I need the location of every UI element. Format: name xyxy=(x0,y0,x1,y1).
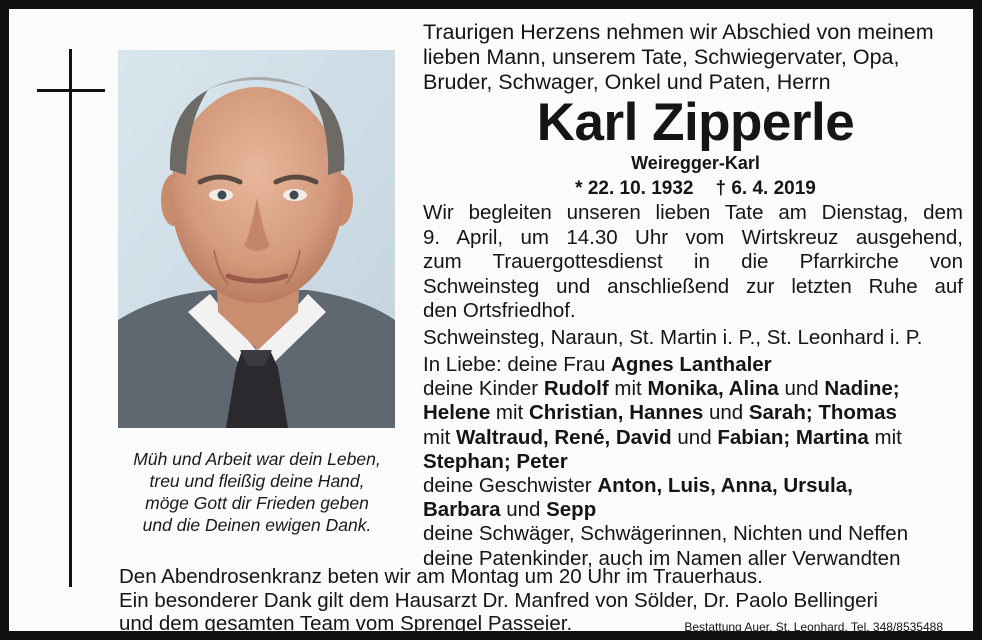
funeral-line: Schweinsteg und anschließend zur letzten Ruhe auf xyxy=(423,274,963,298)
mourner-text: deine Geschwister xyxy=(423,474,598,498)
mourner-text: deine Schwäger, Schwägerinnen, Nichten und Neffen xyxy=(423,522,909,546)
intro-line: lieben Mann, unserem Tate, Schwiegervater, Opa, xyxy=(423,45,900,69)
mourner-name: Waltraud, René, David xyxy=(456,425,672,449)
mourner-text: mit xyxy=(490,401,529,425)
mourner-text: deine Patenkinder, auch im Namen aller Verwandten xyxy=(423,546,901,570)
mourner-name: Barbara xyxy=(423,498,501,522)
funeral-line: den Ortsfriedhof. xyxy=(423,299,576,322)
deceased-name: Karl Zipperle xyxy=(536,93,855,152)
mourner-line xyxy=(423,377,968,401)
deceased-nickname: Weiregger-Karl xyxy=(631,153,760,173)
memorial-poem xyxy=(109,448,405,536)
mourner-line xyxy=(423,426,968,450)
funeral-line: 9. April, um 14.30 Uhr vom Wirtskreuz ausgehend, xyxy=(423,225,963,249)
mourner-name: Agnes Lanthaler xyxy=(611,353,772,376)
mourner-text: deine Kinder xyxy=(423,377,544,401)
places-line: Schweinsteg, Naraun, St. Martin i. P., St. Leonhard i. P. xyxy=(423,326,923,349)
cross-horizontal-bar xyxy=(37,89,105,92)
mourner-line xyxy=(423,522,968,546)
closing-line: und dem gesamten Team vom Sprengel Passeier. xyxy=(119,612,573,635)
mourner-text: mit xyxy=(608,377,648,401)
mourner-name: Monika, Alina xyxy=(647,377,779,401)
poem-line: Müh und Arbeit war dein Leben, xyxy=(133,449,381,469)
mourner-name: Nadine; xyxy=(824,377,900,401)
intro-line: Bruder, Schwager, Onkel und Paten, Herrn xyxy=(423,70,831,94)
mourner-line xyxy=(423,498,968,522)
mourner-line xyxy=(423,401,968,425)
poem-line: möge Gott dir Frieden geben xyxy=(145,493,369,513)
intro-line: Traurigen Herzens nehmen wir Abschied von meinem xyxy=(423,20,934,44)
closing-line: Ein besonderer Dank gilt dem Hausarzt Dr. Manfred von Sölder, Dr. Paolo Bellingeri xyxy=(119,588,878,612)
mourner-text: und xyxy=(671,425,718,449)
mourner-name: Anton, Luis, Anna, Ursula, xyxy=(597,474,853,498)
mourner-text: mit xyxy=(868,425,902,449)
cross-vertical-bar xyxy=(69,49,72,587)
death-date: † 6. 4. 2019 xyxy=(715,178,816,199)
mourner-text: mit xyxy=(423,425,457,449)
mourner-name: Christian, Hannes xyxy=(528,401,704,425)
mourner-line xyxy=(423,353,968,377)
mourner-line xyxy=(423,474,968,498)
mourner-name: Stephan; Peter xyxy=(423,449,568,473)
mourner-text: und xyxy=(500,498,547,522)
intro-text xyxy=(423,20,968,95)
funeral-announcement xyxy=(423,201,963,324)
closing-line: Den Abendrosenkranz beten wir am Montag um 20 Uhr im Trauerhaus. xyxy=(119,565,763,588)
undertaker-credit: Bestattung Auer, St. Leonhard, Tel. 348/8535488 xyxy=(684,620,943,634)
mourner-name: Sarah; Thomas xyxy=(748,401,897,425)
mourner-line xyxy=(423,450,968,474)
funeral-line: Wir begleiten unseren lieben Tate am Dienstag, dem xyxy=(423,201,963,224)
mourner-text: und xyxy=(703,401,749,425)
mourner-name: Fabian; Martina xyxy=(717,425,869,449)
poem-line: treu und fleißig deine Hand, xyxy=(149,471,365,491)
life-dates xyxy=(423,177,968,201)
mourner-text: In Liebe: deine Frau xyxy=(423,353,612,376)
mourner-name: Rudolf xyxy=(543,377,609,401)
mourner-name: Sepp xyxy=(546,498,597,522)
mourner-name: Helene xyxy=(423,401,491,425)
mourners-list xyxy=(423,353,968,571)
poem-line: und die Deinen ewigen Dank. xyxy=(142,515,372,535)
funeral-line: zum Trauergottesdienst in die Pfarrkirche von xyxy=(423,250,963,273)
birth-date: * 22. 10. 1932 xyxy=(575,178,694,199)
mourner-text: und xyxy=(778,377,825,401)
portrait-photo xyxy=(118,50,395,428)
